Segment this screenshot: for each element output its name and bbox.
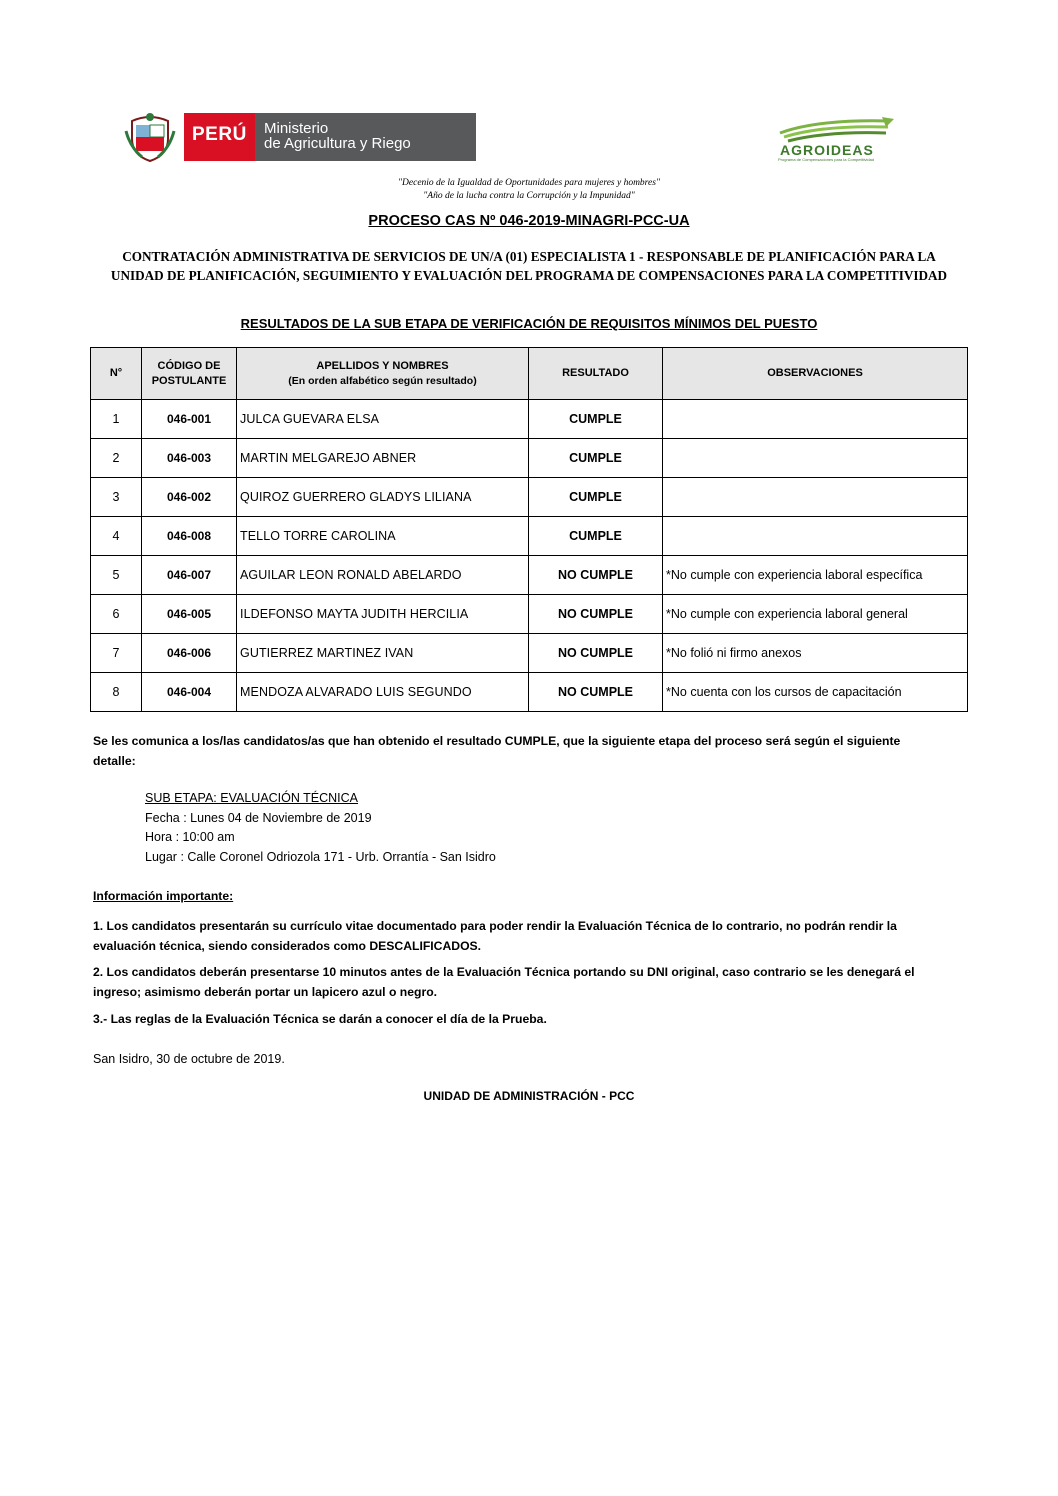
table-header-row: [91, 348, 968, 400]
row-result: CUMPLE: [529, 517, 663, 556]
row-observation: [663, 439, 968, 478]
row-result: NO CUMPLE: [529, 595, 663, 634]
motto-line1: "Decenio de la Igualdad de Oportunidades para mujeres y hombres": [398, 178, 660, 188]
row-result: CUMPLE: [529, 439, 663, 478]
row-code: 046-006: [142, 634, 237, 673]
notice-line2: detalle:: [93, 754, 136, 768]
row-num: 2: [91, 439, 142, 478]
row-observation: [663, 517, 968, 556]
ministry-name: [264, 121, 411, 151]
process-title: PROCESO CAS Nº 046-2019-MINAGRI-PCC-UA: [368, 213, 690, 229]
row-num: 6: [91, 595, 142, 634]
table-row: [91, 634, 968, 673]
row-code: 046-007: [142, 556, 237, 595]
header-num: N°: [91, 348, 142, 400]
info-title: Información importante:: [93, 889, 234, 903]
header-code-line1: CÓDIGO DE: [157, 359, 221, 372]
motto-line2: "Año de la lucha contra la Corrupción y la Impunidad": [423, 191, 635, 201]
ministry-line2: de Agricultura y Riego: [264, 135, 411, 152]
row-observation: *No cumple con experiencia laboral general: [663, 595, 968, 634]
subtitle-line2: UNIDAD DE PLANIFICACIÓN, SEGUIMIENTO Y EVALUACIÓN DEL PROGRAMA DE COMPENSACIONES PARA LA COMPETITIVIDAD: [110, 268, 948, 283]
row-name: GUTIERREZ MARTINEZ IVAN: [237, 634, 529, 673]
row-result: NO CUMPLE: [529, 556, 663, 595]
row-name: TELLO TORRE CAROLINA: [237, 517, 529, 556]
table-row: [91, 595, 968, 634]
info-item-2: [93, 962, 965, 1002]
info-item-2-line1: 2. Los candidatos deberán presentarse 10 minutos antes de la Evaluación Técnica portando su DNI original, caso contrario se les denegará el: [93, 965, 915, 979]
mottos: [0, 177, 1058, 203]
info-item-1: [93, 916, 965, 956]
row-observation: [663, 400, 968, 439]
row-result: CUMPLE: [529, 478, 663, 517]
table-row: [91, 439, 968, 478]
table-row: [91, 478, 968, 517]
header-result: RESULTADO: [529, 348, 663, 400]
subtitle-line1: CONTRATACIÓN ADMINISTRATIVA DE SERVICIOS DE UN/A (01) ESPECIALISTA 1 - RESPONSABLE DE PLANIFICACIÓN PARA LA: [122, 249, 936, 264]
info-item-3: 3.- Las reglas de la Evaluación Técnica se darán a conocer el día de la Prueba.: [93, 1012, 547, 1026]
ministry-banner: [184, 113, 476, 161]
header-observations: OBSERVACIONES: [663, 348, 968, 400]
stage-details: [145, 789, 496, 867]
row-name: QUIROZ GUERRERO GLADYS LILIANA: [237, 478, 529, 517]
row-observation: [663, 478, 968, 517]
info-item-1-line1: 1. Los candidatos presentarán su currículo vitae documentado para poder rendir la Evaluación Técnica de lo contrario, no podrán rendir la: [93, 919, 897, 933]
row-name: ILDEFONSO MAYTA JUDITH HERCILIA: [237, 595, 529, 634]
agroideas-logo: [778, 113, 900, 161]
row-num: 3: [91, 478, 142, 517]
peru-text: PERÚ: [192, 124, 247, 145]
peru-red-block: [184, 113, 255, 161]
notice-paragraph: [93, 731, 965, 771]
header-name: [237, 348, 529, 400]
table-row: [91, 517, 968, 556]
info-item-1-line2: evaluación técnica, siendo considerados como DESCALIFICADOS.: [93, 939, 482, 953]
row-result: NO CUMPLE: [529, 634, 663, 673]
row-name: MARTIN MELGAREJO ABNER: [237, 439, 529, 478]
signature: UNIDAD DE ADMINISTRACIÓN - PCC: [423, 1089, 635, 1103]
header-code: [142, 348, 237, 400]
row-observation: *No cumple con experiencia laboral específica: [663, 556, 968, 595]
header-name-line2: (En orden alfabético según resultado): [288, 374, 477, 387]
row-code: 046-005: [142, 595, 237, 634]
row-code: 046-003: [142, 439, 237, 478]
date-place: San Isidro, 30 de octubre de 2019.: [93, 1052, 285, 1066]
results-table: [90, 347, 968, 712]
row-code: 046-001: [142, 400, 237, 439]
row-num: 5: [91, 556, 142, 595]
ministry-logo: [124, 111, 478, 163]
coat-of-arms-icon: [124, 111, 176, 163]
row-name: MENDOZA ALVARADO LUIS SEGUNDO: [237, 673, 529, 712]
row-result: CUMPLE: [529, 400, 663, 439]
row-observation: *No cuenta con los cursos de capacitación: [663, 673, 968, 712]
stage-time: Hora : 10:00 am: [145, 830, 235, 844]
row-code: 046-008: [142, 517, 237, 556]
header-name-line1: APELLIDOS Y NOMBRES: [316, 359, 449, 372]
process-subtitle: [96, 247, 962, 285]
row-num: 4: [91, 517, 142, 556]
row-observation: *No folió ni firmo anexos: [663, 634, 968, 673]
row-num: 1: [91, 400, 142, 439]
table-row: [91, 556, 968, 595]
header-code-line2: POSTULANTE: [151, 374, 227, 387]
agroideas-tagline: Programa de Compensaciones para la Competitividad: [778, 157, 875, 162]
ministry-line1: Ministerio: [264, 120, 329, 137]
row-num: 7: [91, 634, 142, 673]
row-name: JULCA GUEVARA ELSA: [237, 400, 529, 439]
agroideas-swoosh-icon: [778, 113, 900, 143]
stage-title: SUB ETAPA: EVALUACIÓN TÉCNICA: [145, 791, 359, 805]
row-code: 046-002: [142, 478, 237, 517]
info-item-2-line2: ingreso; asimismo deberán portar un lapicero azul o negro.: [93, 985, 438, 999]
agroideas-name: AGROIDEAS: [780, 142, 874, 158]
row-code: 046-004: [142, 673, 237, 712]
notice-line1: Se les comunica a los/las candidatos/as que han obtenido el resultado CUMPLE, que la siguiente etapa del proceso será según el siguiente: [93, 734, 901, 748]
table-row: [91, 673, 968, 712]
section-title: RESULTADOS DE LA SUB ETAPA DE VERIFICACIÓN DE REQUISITOS MÍNIMOS DEL PUESTO: [240, 316, 818, 331]
row-num: 8: [91, 673, 142, 712]
stage-location: Lugar : Calle Coronel Odriozola 171 - Urb. Orrantía - San Isidro: [145, 849, 496, 864]
row-name: AGUILAR LEON RONALD ABELARDO: [237, 556, 529, 595]
row-result: NO CUMPLE: [529, 673, 663, 712]
stage-date: Fecha : Lunes 04 de Noviembre de 2019: [145, 810, 372, 825]
table-row: [91, 400, 968, 439]
